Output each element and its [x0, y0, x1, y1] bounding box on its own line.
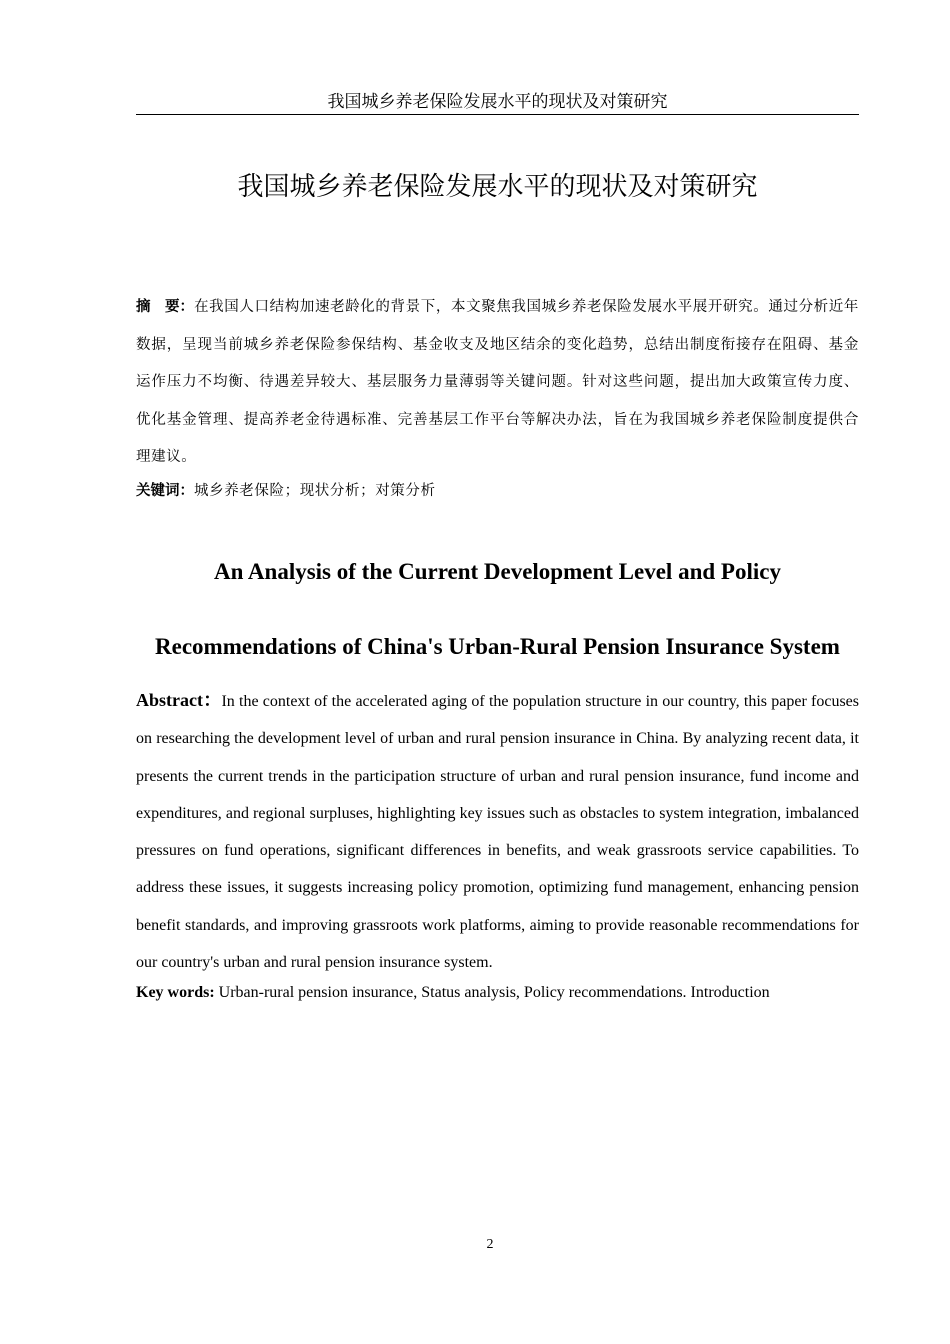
chinese-abstract-label: 摘 要：	[136, 298, 195, 315]
english-keywords-text: Urban-rural pension insurance, Status analysis, Policy recommendations. Introduction	[214, 984, 770, 1001]
english-title-line-2: Recommendations of China's Urban-Rural Pension Insurance System	[155, 634, 840, 659]
chinese-keywords-text: 城乡养老保险；现状分析；对策分析	[194, 483, 436, 499]
english-abstract-label: Abstract：	[136, 690, 222, 710]
english-title-line-1: An Analysis of the Current Development Level and Policy	[214, 559, 781, 584]
running-header: 我国城乡养老保险发展水平的现状及对策研究	[327, 92, 668, 112]
english-abstract-text: In the context of the accelerated aging of the population structure in our country, this paper focuses on researching the development level of urban and rural pension insurance in China. By analyzing recent data, it presents the current trends in the participation structure of urban and rural pension insurance, fund income and expenditures, and regional surpluses, highlighting key issues such as obstacles to system integration, imbalanced pressures on fund operations, significant differences in benefits, and weak grassroots service capabilities. To address these issues, it suggests increasing policy promotion, optimizing fund management, enhancing pension benefit standards, and improving grassroots work platforms, aiming to provide reasonable recommendations for our country's urban and rural pension insurance system.	[136, 693, 859, 972]
chinese-keywords	[136, 479, 859, 503]
header-rule	[136, 114, 859, 115]
english-keywords	[136, 982, 859, 1004]
chinese-title: 我国城乡养老保险发展水平的现状及对策研究	[237, 172, 758, 202]
english-abstract	[136, 682, 859, 981]
chinese-keywords-label: 关键词：	[136, 482, 194, 499]
chinese-abstract-text: 在我国人口结构加速老龄化的背景下，本文聚焦我国城乡养老保险发展水平展开研究。通过分析近年数据，呈现当前城乡养老保险参保结构、基金收支及地区结余的变化趋势，总结出制度衔接存在阻碍、基金运作压力不均衡、待遇差异较大、基层服务力量薄弱等关键问题。针对这些问题，提出加大政策宣传力度、优化基金管理、提高养老金待遇标准、完善基层工作平台等解决办法，旨在为我国城乡养老保险制度提供合理建议。	[136, 299, 860, 465]
english-keywords-label: Key words:	[136, 984, 215, 1001]
chinese-abstract	[136, 288, 859, 477]
page-number: 2	[486, 1237, 494, 1252]
